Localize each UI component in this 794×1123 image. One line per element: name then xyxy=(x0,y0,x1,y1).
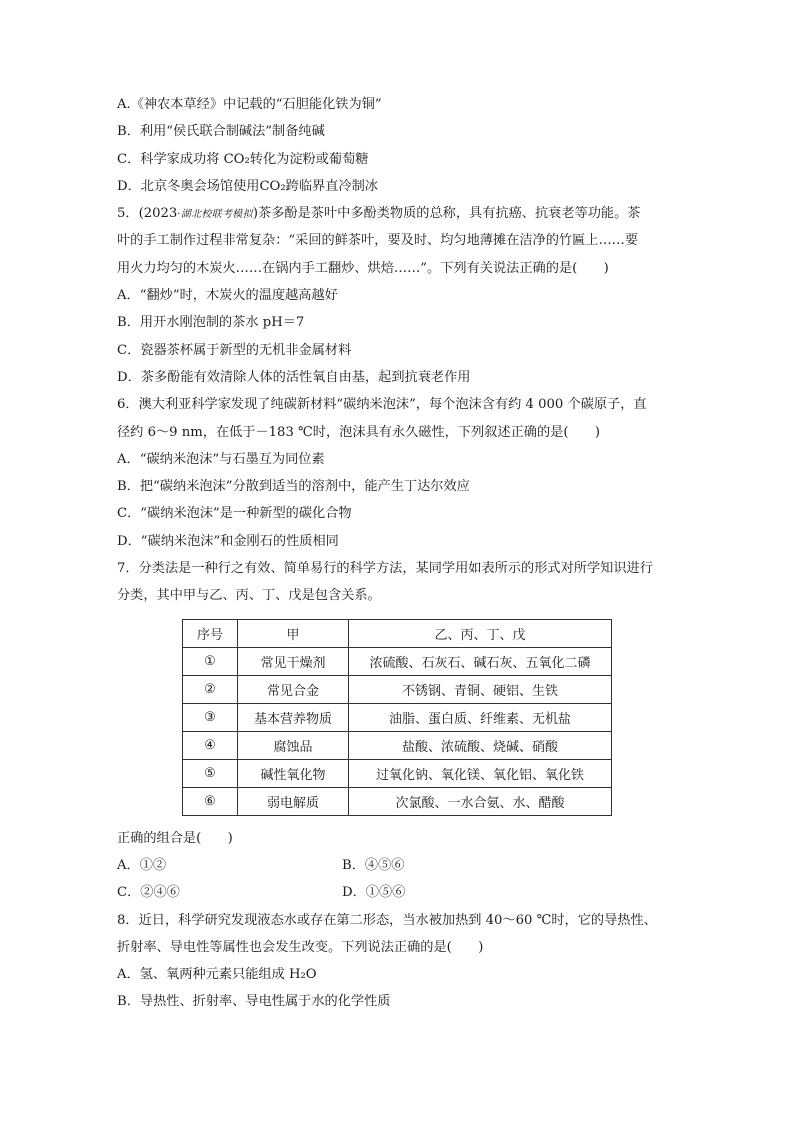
q7-option-c: C．②④⑥ xyxy=(117,885,180,901)
q5-stem-line1 xyxy=(117,205,687,232)
table-header: 乙、丙、丁、戊 xyxy=(349,619,612,647)
table-cell: ⑥ xyxy=(183,787,238,815)
q7-option-d: D．①⑤⑥ xyxy=(342,885,406,901)
q4-option-c: C．科学家成功将 CO₂转化为淀粉或葡萄糖 xyxy=(117,151,369,167)
q5-option-d: D．茶多酚能有效清除人体的活性氧自由基，起到抗衰老作用 xyxy=(117,369,471,385)
table-cell: 油脂、蛋白质、纤维素、无机盐 xyxy=(349,703,612,731)
table-cell: 基本营养物质 xyxy=(238,703,349,731)
table-row xyxy=(183,647,612,675)
q6-option-b: B．把“碳纳米泡沫”分散到适当的溶剂中，能产生丁达尔效应 xyxy=(117,479,470,495)
table-cell: 腐蚀品 xyxy=(238,731,349,759)
table-header-row xyxy=(183,619,612,647)
table-header: 序号 xyxy=(183,619,238,647)
table-row xyxy=(183,759,612,787)
table-cell: 弱电解质 xyxy=(238,787,349,815)
table-cell: ④ xyxy=(183,731,238,759)
q5-stem-line2: 叶的手工制作过程非常复杂：“采回的鲜茶叶，要及时、均匀地薄摊在洁净的竹匾上……要 xyxy=(117,233,639,249)
table-cell: 次氯酸、一水合氨、水、醋酸 xyxy=(349,787,612,815)
q8-stem-line1: 8．近日，科学研究发现液态水或存在第二形态，当水被加热到 40～60 ℃时，它的导热性、 xyxy=(117,912,657,928)
q5-stem-line3: 用火力均匀的木炭火……在锅内手工翻炒、烘焙……”。下列有关说法正确的是( ) xyxy=(117,260,609,276)
q6-option-d: D．“碳纳米泡沫”和金刚石的性质相同 xyxy=(117,533,339,549)
table-cell: 浓硫酸、石灰石、碱石灰、五氧化二磷 xyxy=(349,647,612,675)
q5-number: 5．(2023 xyxy=(117,206,178,222)
q6-option-c: C．“碳纳米泡沫”是一种新型的碳化合物 xyxy=(117,506,352,522)
table-cell: ① xyxy=(183,647,238,675)
q7-option-b: B．④⑤⑥ xyxy=(342,857,405,873)
table-cell: 常见合金 xyxy=(238,675,349,703)
q4-option-a: A.《神农本草经》中记载的“石胆能化铁为铜” xyxy=(117,97,382,112)
q5-option-a: A．“翻炒”时，木炭火的温度越高越好 xyxy=(117,288,338,304)
q8-stem-line2: 折射率、导电性等属性也会发生改变。下列说法正确的是( ) xyxy=(117,939,484,955)
q6-option-a: A．“碳纳米泡沫”与石墨互为同位素 xyxy=(117,451,325,467)
table-cell: 不锈钢、青铜、硬铝、生铁 xyxy=(349,675,612,703)
document-page xyxy=(117,96,687,1021)
q7-options-row1 xyxy=(117,857,687,884)
q7-options-row2 xyxy=(117,884,687,911)
q5-source-tag: ·湖北校联考模拟 xyxy=(177,209,253,221)
q8-option-a: A．氢、氧两种元素只能组成 H₂O xyxy=(117,967,317,983)
q5-stem-text: )茶多酚是茶叶中多酚类物质的总称，具有抗癌、抗衰老等功能。茶 xyxy=(252,206,641,222)
table-cell: 碱性氧化物 xyxy=(238,759,349,787)
table-row xyxy=(183,787,612,815)
table-cell: ② xyxy=(183,675,238,703)
table-header: 甲 xyxy=(238,619,349,647)
q7-question: 正确的组合是( ) xyxy=(117,830,233,846)
q6-stem-line1: 6．澳大利亚科学家发现了纯碳新材料“碳纳米泡沫”，每个泡沫含有约 4 000 个碳原子，直 xyxy=(117,397,647,413)
q5-option-c: C．瓷器茶杯属于新型的无机非金属材料 xyxy=(117,342,352,358)
table-row xyxy=(183,675,612,703)
table-cell: 盐酸、浓硫酸、烧碱、硝酸 xyxy=(349,731,612,759)
q7-stem-line2: 分类，其中甲与乙、丙、丁、戊是包含关系。 xyxy=(117,588,381,604)
q7-stem-line1: 7．分类法是一种行之有效、简单易行的科学方法，某同学用如表所示的形式对所学知识进行 xyxy=(117,561,653,577)
q8-option-b: B．导热性、折射率、导电性属于水的化学性质 xyxy=(117,994,391,1010)
table-row xyxy=(183,703,612,731)
q4-option-d: D．北京冬奥会场馆使用CO₂跨临界直冷制冰 xyxy=(117,178,378,194)
classification-table xyxy=(182,619,612,816)
q5-option-b: B．用开水刚泡制的茶水 pH＝7 xyxy=(117,315,305,331)
q7-option-a: A．①② xyxy=(117,857,167,873)
q4-option-b: B．利用“侯氏联合制碱法”制备纯碱 xyxy=(117,124,325,140)
table-cell: 过氧化钠、氧化镁、氧化铝、氧化铁 xyxy=(349,759,612,787)
q6-stem-line2: 径约 6～9 nm，在低于－183 ℃时，泡沫具有永久磁性，下列叙述正确的是( ) xyxy=(117,424,601,440)
table-cell: ⑤ xyxy=(183,759,238,787)
table-row xyxy=(183,731,612,759)
table-cell: 常见干燥剂 xyxy=(238,647,349,675)
table-cell: ③ xyxy=(183,703,238,731)
